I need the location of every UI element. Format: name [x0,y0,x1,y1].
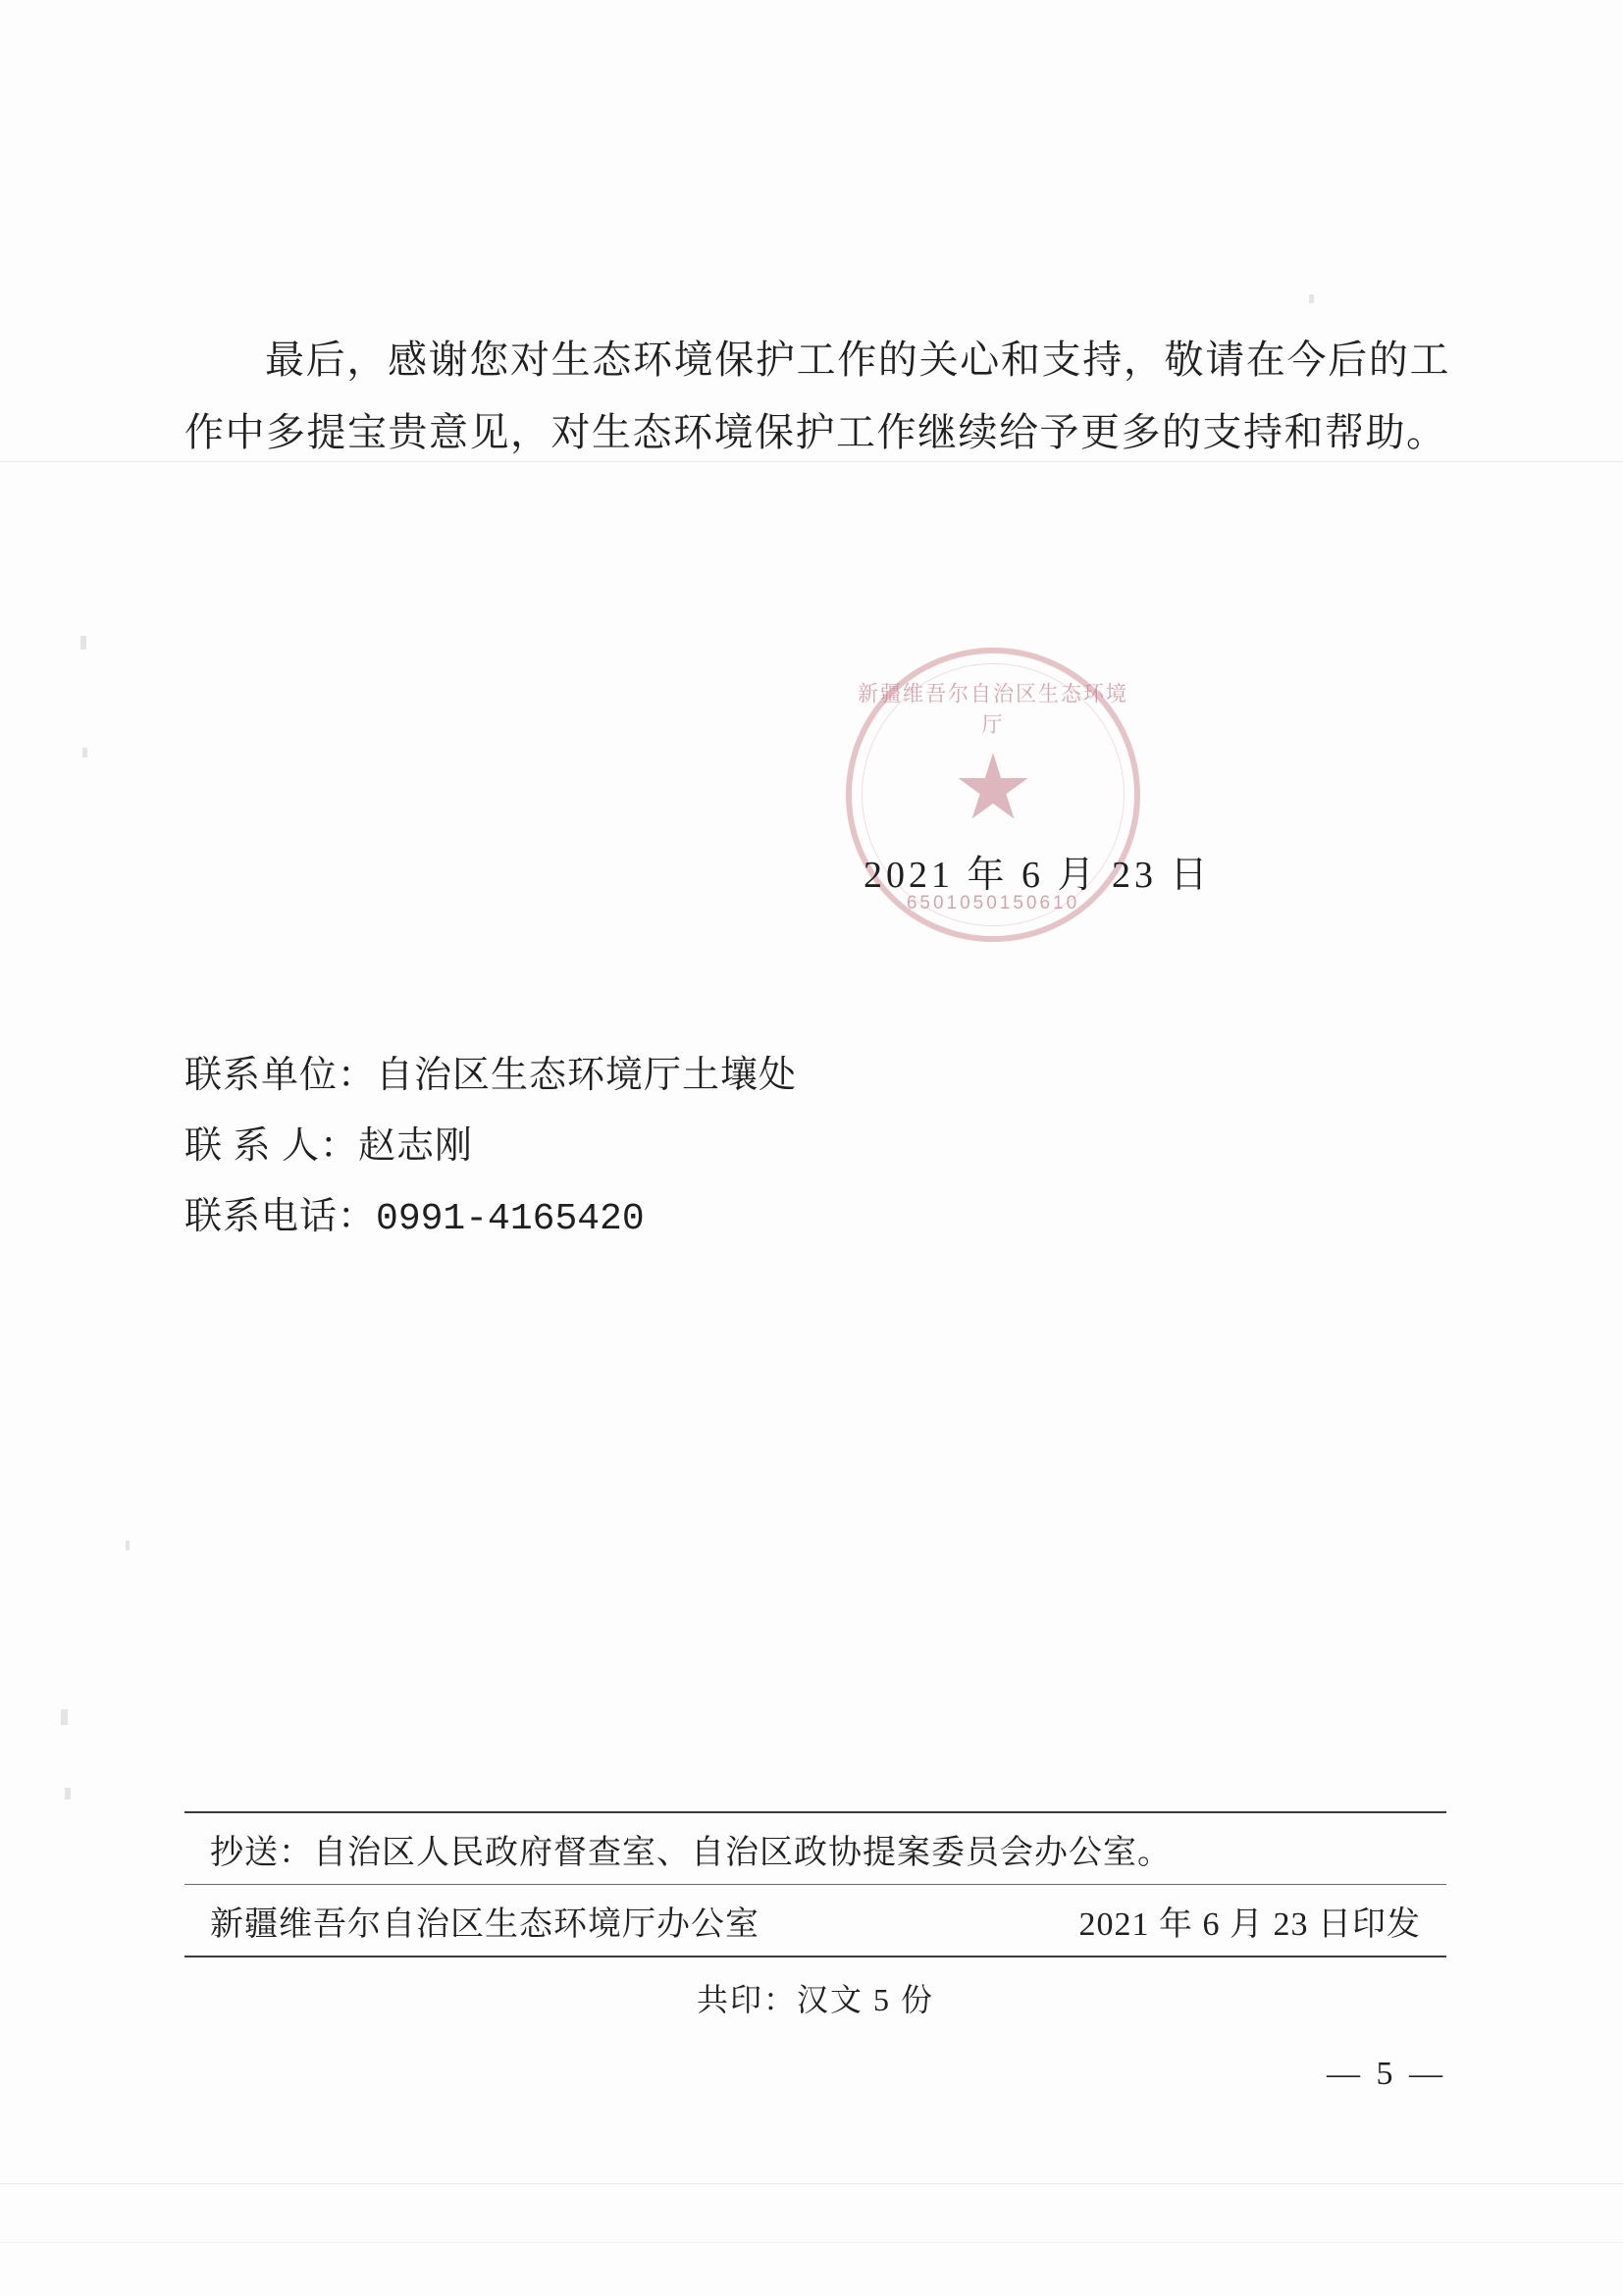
contact-block [184,1040,797,1255]
contact-unit-value: 自治区生态环境厅土壤处 [376,1055,798,1096]
scan-artifact-line [0,2242,1623,2243]
seal-bottom-text: 6501050150610 [906,893,1080,913]
footer-issuer-text: 新疆维吾尔自治区生态环境厅办公室 [210,1905,759,1943]
document-footer [184,1811,1446,2020]
scan-speck [65,1788,71,1800]
footer-cc-text: 抄送：自治区人民政府督查室、自治区政协提案委员会办公室。 [210,1834,1172,1871]
footer-issue-date: 2021 年 6 月 23 日印发 [1078,1905,1421,1943]
footer-issuer-row [184,1885,1446,1956]
scan-speck [126,1540,130,1550]
scan-speck [82,748,87,757]
scan-speck [80,636,86,650]
seal-top-text: 新疆维吾尔自治区生态环境厅 [858,682,1128,738]
scan-speck [61,1709,68,1725]
contact-phone-row [184,1181,797,1255]
scan-artifact-line [0,2183,1623,2184]
footer-print-count: 共印：汉文 5 份 [696,1982,934,2017]
contact-person-value: 赵志刚 [358,1125,474,1167]
page-number: — 5 — [1327,2056,1446,2092]
contact-phone-label: 联系电话： [184,1196,377,1237]
body-paragraph: 最后，感谢您对生态环境保护工作的关心和支持，敬请在今后的工作中多提宝贵意见，对生态环境保护工作继续给予更多的支持和帮助。 [184,338,1450,454]
scan-speck [1309,294,1314,303]
official-seal-icon [846,648,1140,942]
body-paragraph-block [184,324,1450,469]
contact-person-label: 联 系 人： [184,1125,359,1167]
contact-phone-value: 0991-4165420 [376,1198,645,1240]
signature-date: 2021 年 6 月 23 日 [864,855,1212,896]
contact-person-row [184,1111,797,1181]
contact-unit-row [184,1040,797,1111]
footer-cc-row [184,1813,1446,1884]
contact-unit-label: 联系单位： [184,1055,377,1096]
